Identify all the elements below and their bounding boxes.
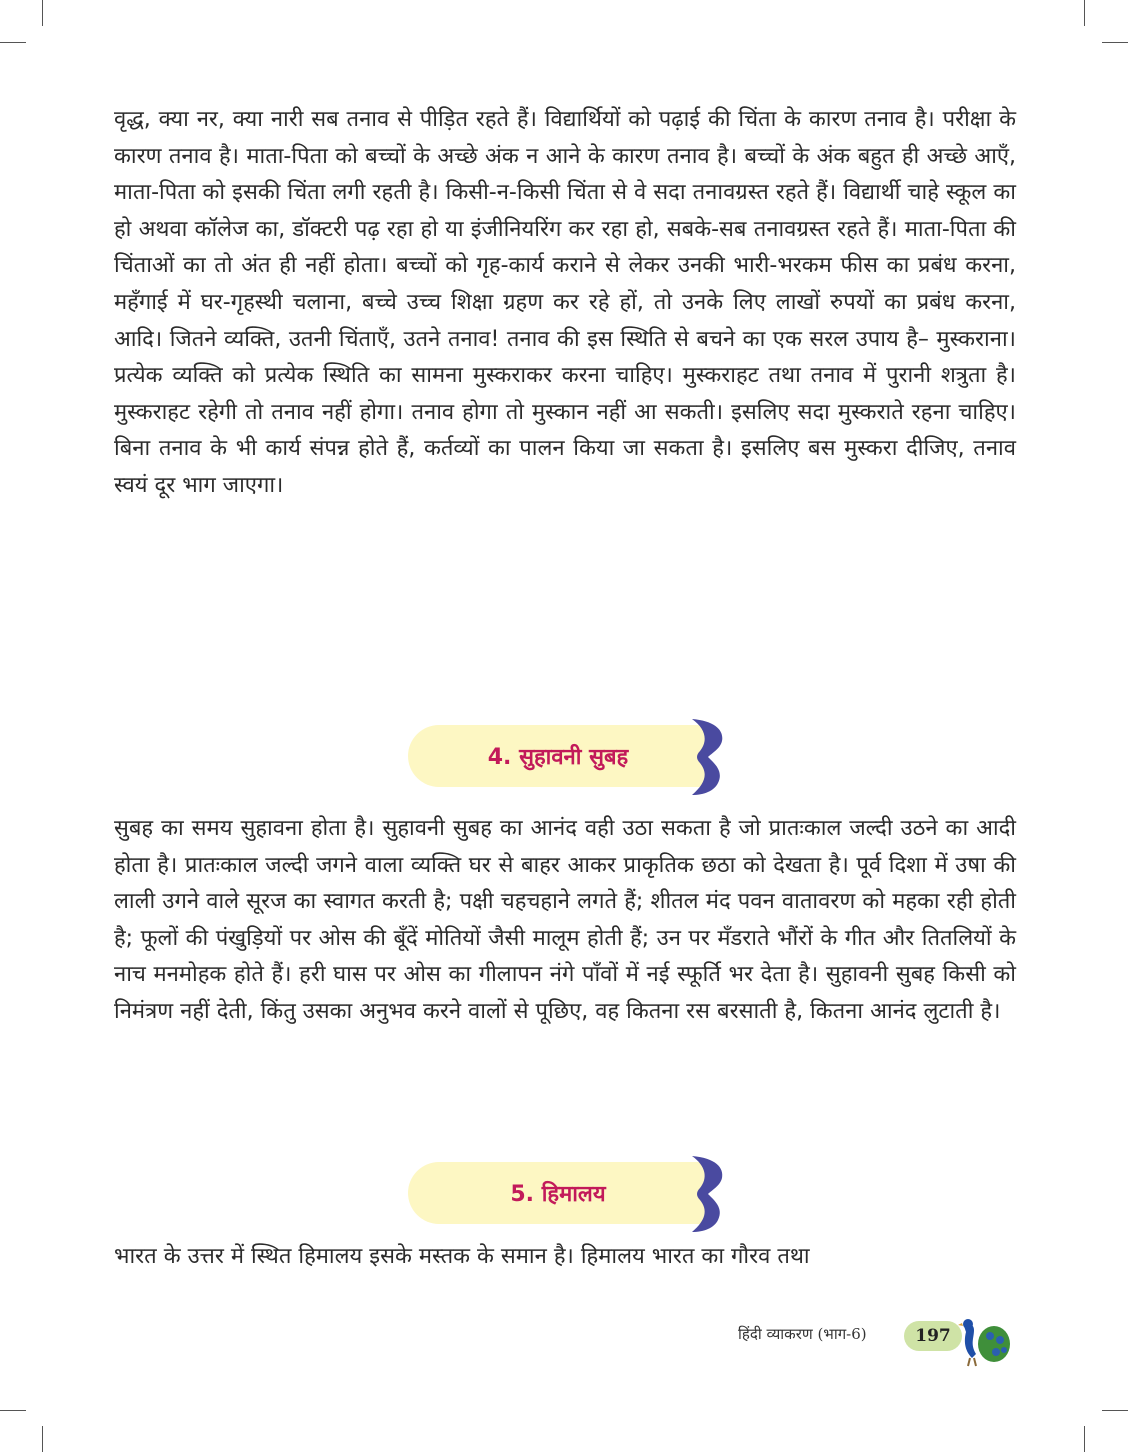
page-number: 197	[904, 1321, 962, 1351]
book-title: हिंदी व्याकरण (भाग-6)	[738, 1325, 867, 1343]
heading-himalaya	[408, 1162, 708, 1224]
heading-ribbon-icon	[686, 1154, 728, 1234]
crop-mark	[1084, 1426, 1085, 1452]
crop-mark	[0, 1410, 26, 1411]
crop-mark	[42, 1426, 43, 1452]
crop-mark	[1102, 1410, 1128, 1411]
paragraph-stress: वृद्ध, क्या नर, क्या नारी सब तनाव से पीड़ित रहते हैं। विद्यार्थियों को पढ़ाई की चिंता के कारण तनाव है। परीक्षा के कारण तनाव है। माता-पिता को बच्चों के अच्छे अंक न आने के कारण तनाव है। बच्चों के अंक बहुत ही अच्छे आएँ, माता-पिता को इसकी चिंता लगी रहती है। किसी-न-किसी चिंता से वे सदा तनावग्रस्त रहते हैं। विद्यार्थी चाहे स्कूल का हो अथवा कॉलेज का, डॉक्टरी पढ़ रहा हो या इंजीनियरिंग कर रहा हो, सबके-सब तनावग्रस्त रहते हैं। माता-पिता की चिंताओं का तो अंत ही नहीं होता। बच्चों को गृह-कार्य कराने से लेकर उनकी भारी-भरकम फीस का प्रबंध करना, महँगाई में घर-गृहस्थी चलाना, बच्चे उच्च शिक्षा ग्रहण कर रहे हों, तो उनके लिए लाखों रुपयों का प्रबंध करना, आदि। जितने व्यक्ति, उतनी चिंताएँ, उतने तनाव! तनाव की इस स्थिति से बचने का एक सरल उपाय है– मुस्कराना। प्रत्येक व्यक्ति को प्रत्येक स्थिति का सामना मुस्कराकर करना चाहिए। मुस्कराहट तथा तनाव में पुरानी शत्रुता है। मुस्कराहट रहेगी तो तनाव नहीं होगा। तनाव होगा तो मुस्कान नहीं आ सकती। इसलिए सदा मुस्कराते रहना चाहिए। बिना तनाव के भी कार्य संपन्न होते हैं, कर्तव्यों का पालन किया जा सकता है। इसलिए बस मुस्करा दीजिए, तनाव स्वयं दूर भाग जाएगा।	[114, 107, 1016, 498]
heading-ribbon-icon	[686, 717, 728, 797]
heading-text: 4. सुहावनी सुबह	[487, 745, 629, 770]
heading-suhavni-subah	[408, 725, 708, 787]
crop-mark	[1102, 42, 1128, 43]
heading-text: 5. हिमालय	[510, 1182, 606, 1207]
paragraph-himalaya: भारत के उत्तर में स्थित हिमालय इसके मस्तक के समान है। हिमालय भारत का गौरव तथा	[114, 1244, 810, 1269]
crop-mark	[42, 0, 43, 26]
paragraph-morning: सुबह का समय सुहावना होता है। सुहावनी सुबह का आनंद वही उठा सकता है जो प्रातःकाल जल्दी उठने का आदी होता है। प्रातःकाल जल्दी जगने वाला व्यक्ति घर से बाहर आकर प्राकृतिक छठा को देखता है। पूर्व दिशा में उषा की लाली उगने वाले सूरज का स्वागत करती है; पक्षी चहचहाने लगते हैं; शीतल मंद पवन वातावरण को महका रही होती है; फूलों की पंखुड़ियों पर ओस की बूँदें मोतियों जैसी मालूम होती हैं; उन पर मँडराते भौंरों के गीत और तितलियों के नाच मनमोहक होते हैं। हरी घास पर ओस का गीलापन नंगे पाँवों में नई स्फूर्ति भर देता है। सुहावनी सुबह किसी को निमंत्रण नहीं देती, किंतु उसका अनुभव करने वालों से पूछिए, वह कितना रस बरसाती है, कितना आनंद लुटाती है।	[114, 816, 1016, 1024]
crop-mark	[1084, 0, 1085, 26]
crop-mark	[0, 42, 26, 43]
peacock-icon	[950, 1314, 1012, 1368]
